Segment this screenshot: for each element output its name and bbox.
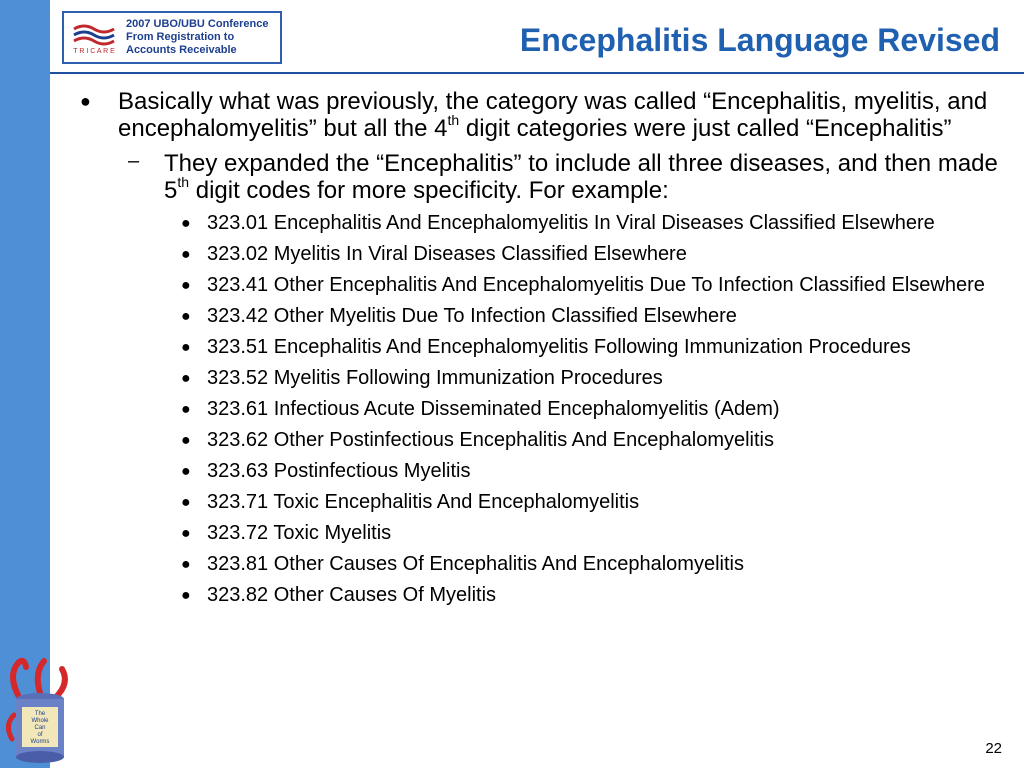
code-list-item xyxy=(80,305,1000,327)
code-text: 323.52 Myelitis Following Immunization Procedures xyxy=(207,367,663,389)
svg-text:Worms: Worms xyxy=(30,739,50,745)
dash-bullet-icon: – xyxy=(128,150,140,172)
bullet-dot-icon: ● xyxy=(181,525,191,542)
sub-bullet xyxy=(80,150,1000,204)
slide-title: Encephalitis Language Revised xyxy=(519,22,1000,58)
code-text: 323.82 Other Causes Of Myelitis xyxy=(207,584,497,606)
bullet-dot-icon: ● xyxy=(181,587,191,604)
code-list-item xyxy=(80,367,1000,389)
code-text: 323.41 Other Encephalitis And Encephalomyelitis Due To Infection Classified Elsewhere xyxy=(207,274,985,296)
bullet-1-text-end: digit categories were just called “Encephalitis” xyxy=(459,115,952,142)
sub-bullet-superscript: th xyxy=(177,174,190,190)
code-text: 323.63 Postinfectious Myelitis xyxy=(207,460,471,482)
left-sidebar-band xyxy=(0,0,50,768)
bullet-dot-icon: ● xyxy=(181,556,191,573)
code-text: 323.62 Other Postinfectious Encephalitis And Encephalomyelitis xyxy=(207,429,775,451)
slide-content xyxy=(80,88,1000,615)
bullet-dot-icon: ● xyxy=(181,463,191,480)
bullet-dot-icon: ● xyxy=(181,277,191,294)
logo-line-2: From Registration to xyxy=(126,31,235,43)
code-list-item xyxy=(80,429,1000,451)
logo-line-3: Accounts Receivable xyxy=(126,44,237,56)
code-list-item xyxy=(80,336,1000,358)
logo-text xyxy=(126,18,282,57)
sub-bullet-text: They expanded the “Encephalitis” to include all three diseases, and then made 5 xyxy=(164,150,998,204)
bullet-1-superscript: th xyxy=(447,112,460,128)
code-text: 323.01 Encephalitis And Encephalomyelitis In Viral Diseases Classified Elsewhere xyxy=(207,212,935,234)
conference-logo xyxy=(62,11,282,64)
bullet-dot-icon: ● xyxy=(80,91,91,111)
svg-text:Whole: Whole xyxy=(31,718,49,724)
code-list-item xyxy=(80,553,1000,575)
code-list-item xyxy=(80,212,1000,234)
sub-bullet-text-end: digit codes for more specificity. For example: xyxy=(189,177,669,204)
bullet-dot-icon: ● xyxy=(181,246,191,263)
header-divider xyxy=(50,72,1024,74)
bullet-dot-icon: ● xyxy=(181,370,191,387)
code-text: 323.71 Toxic Encephalitis And Encephalomyelitis xyxy=(207,491,640,513)
bullet-1-text: Basically what was previously, the category was called “Encephalitis, myelitis, and encephalomyelitis” but all the 4 xyxy=(118,88,988,142)
page-number: 22 xyxy=(985,740,1002,757)
code-text: 323.42 Other Myelitis Due To Infection Classified Elsewhere xyxy=(207,305,737,327)
bullet-dot-icon: ● xyxy=(181,215,191,232)
bullet-dot-icon: ● xyxy=(181,308,191,325)
bullet-dot-icon: ● xyxy=(181,339,191,356)
code-list-item xyxy=(80,460,1000,482)
code-list-item xyxy=(80,491,1000,513)
can-of-worms-mascot-icon xyxy=(4,655,76,765)
logo-line-1: 2007 UBO/UBU Conference xyxy=(126,18,269,30)
svg-text:Can: Can xyxy=(34,725,46,731)
code-text: 323.81 Other Causes Of Encephalitis And Encephalomyelitis xyxy=(207,553,744,575)
code-list-item xyxy=(80,243,1000,265)
bullet-dot-icon: ● xyxy=(181,432,191,449)
code-list-item xyxy=(80,274,1000,296)
code-list-item xyxy=(80,398,1000,420)
code-text: 323.02 Myelitis In Viral Diseases Classified Elsewhere xyxy=(207,243,687,265)
code-list xyxy=(80,212,1000,606)
svg-text:T R I C A R E: T R I C A R E xyxy=(73,48,115,55)
code-list-item xyxy=(80,522,1000,544)
code-text: 323.51 Encephalitis And Encephalomyelitis Following Immunization Procedures xyxy=(207,336,911,358)
bullet-dot-icon: ● xyxy=(181,401,191,418)
svg-text:of: of xyxy=(37,732,43,738)
bullet-dot-icon: ● xyxy=(181,494,191,511)
code-text: 323.61 Infectious Acute Disseminated Encephalomyelitis (Adem) xyxy=(207,398,780,420)
code-list-item xyxy=(80,584,1000,606)
tricare-flag-icon xyxy=(70,19,118,57)
svg-text:The: The xyxy=(34,711,46,717)
code-text: 323.72 Toxic Myelitis xyxy=(207,522,392,544)
bullet-1 xyxy=(80,88,1000,142)
